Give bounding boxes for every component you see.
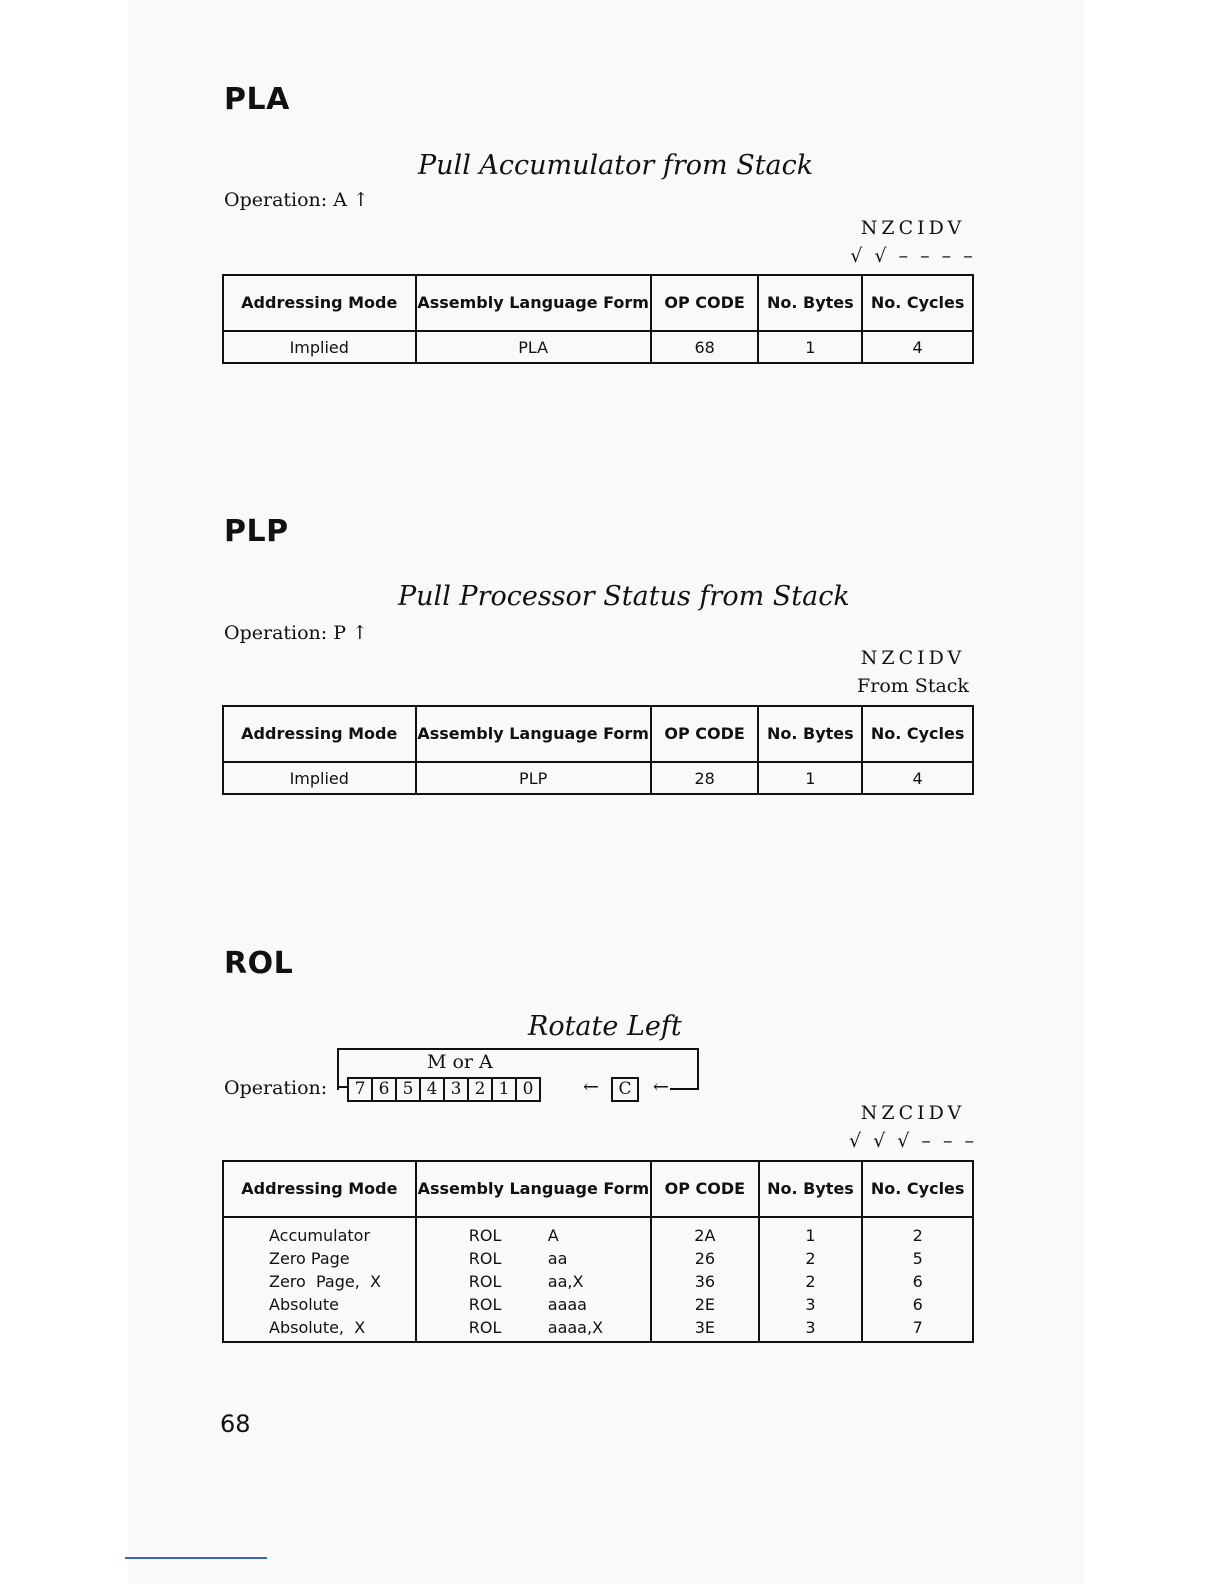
- plp-title: Pull Processor Status from Stack: [398, 581, 850, 612]
- form-operand: aaaa: [547, 1295, 587, 1314]
- bytes-item: 3: [805, 1295, 816, 1314]
- left-arrow-icon: ←: [583, 1076, 599, 1098]
- rol-flags: [838, 1099, 988, 1155]
- rol-flag-values: √ √ √ – – –: [848, 1130, 978, 1152]
- header-cycles: No. Cycles: [862, 706, 973, 762]
- pla-flag-names: NZCIDV: [860, 217, 966, 239]
- bit-cell: 6: [371, 1079, 395, 1100]
- form-operand: aaaa,X: [547, 1318, 604, 1337]
- pla-title: Pull Accumulator from Stack: [418, 150, 814, 181]
- pla-flag-values: √ √ – – – –: [850, 245, 976, 267]
- form-cell: PLP: [416, 762, 651, 794]
- rol-flag-names: NZCIDV: [860, 1102, 966, 1124]
- cycles-cell: [862, 1217, 973, 1342]
- plp-flag-names: NZCIDV: [860, 647, 966, 669]
- mode-item: Zero Page, X: [269, 1272, 381, 1291]
- rol-heading: ROL: [224, 946, 294, 981]
- rol-rotate-diagram: [335, 1046, 715, 1106]
- header-addressing-mode: Addressing Mode: [223, 706, 416, 762]
- opcode-item: 26: [694, 1249, 716, 1268]
- bytes-item: 3: [805, 1318, 816, 1337]
- plp-operation: Operation: P ↑: [224, 622, 368, 644]
- bit-cell: 1: [491, 1079, 515, 1100]
- form-item: [469, 1316, 650, 1339]
- header-assembly-form: Assembly Language Form: [416, 275, 651, 331]
- table-row: [223, 331, 973, 363]
- cycles-item: 7: [912, 1318, 923, 1337]
- header-bytes: No. Bytes: [759, 1161, 863, 1217]
- table-row: [223, 762, 973, 794]
- header-opcode: OP CODE: [651, 706, 759, 762]
- form-mnemonic: ROL: [468, 1295, 502, 1314]
- mode-item: Accumulator: [269, 1226, 371, 1245]
- header-bytes: No. Bytes: [758, 275, 862, 331]
- cycles-item: 5: [912, 1249, 923, 1268]
- rol-table-header: [223, 1161, 973, 1217]
- cycles-item: 6: [912, 1272, 923, 1291]
- bit-register: [347, 1077, 541, 1102]
- pla-operation: Operation: A ↑: [224, 189, 369, 211]
- table-row: [223, 1217, 973, 1342]
- opcode-cell: [651, 1217, 759, 1342]
- bytes-cell: 1: [758, 762, 862, 794]
- header-assembly-form: Assembly Language Form: [416, 1161, 651, 1217]
- bytes-cell: 1: [758, 331, 862, 363]
- plp-flag-values: From Stack: [857, 675, 969, 697]
- pla-table-header: [223, 275, 973, 331]
- bit-cell: 3: [443, 1079, 467, 1100]
- cycles-item: 2: [912, 1226, 923, 1245]
- header-bytes: No. Bytes: [758, 706, 862, 762]
- pla-flags: [838, 214, 988, 270]
- bottom-rule: [125, 1557, 267, 1559]
- rol-operation-label: Operation:: [224, 1077, 328, 1099]
- form-mnemonic: ROL: [468, 1249, 502, 1268]
- opcode-item: 36: [694, 1272, 716, 1291]
- cycles-item: 6: [912, 1295, 923, 1314]
- bytes-item: 2: [805, 1249, 816, 1268]
- form-operand: aa,X: [547, 1272, 584, 1291]
- carry-flag-box: C: [611, 1077, 639, 1102]
- plp-table-header: [223, 706, 973, 762]
- page-number: 68: [220, 1410, 251, 1438]
- rol-table: [222, 1160, 974, 1343]
- form-mnemonic: ROL: [468, 1226, 502, 1245]
- opcode-item: 2A: [694, 1226, 716, 1245]
- loop-tail: [670, 1088, 697, 1090]
- pla-table: [222, 274, 974, 364]
- loop-stub: [337, 1086, 347, 1088]
- mode-cell: Implied: [223, 762, 416, 794]
- bit-cell: 4: [419, 1079, 443, 1100]
- rol-title: Rotate Left: [528, 1011, 682, 1042]
- pla-heading: PLA: [224, 82, 290, 117]
- return-arrow-icon: ←: [653, 1076, 669, 1098]
- bit-cell: 0: [515, 1079, 539, 1100]
- form-item: [469, 1293, 650, 1316]
- form-cell: [416, 1217, 651, 1342]
- opcode-item: 3E: [694, 1318, 716, 1337]
- form-mnemonic: ROL: [468, 1318, 502, 1337]
- cycles-cell: 4: [862, 762, 973, 794]
- form-mnemonic: ROL: [468, 1272, 502, 1291]
- header-opcode: OP CODE: [651, 275, 759, 331]
- form-item: [469, 1247, 650, 1270]
- cycles-cell: 4: [862, 331, 973, 363]
- bytes-item: 2: [805, 1272, 816, 1291]
- header-assembly-form: Assembly Language Form: [416, 706, 651, 762]
- register-label: M or A: [427, 1051, 493, 1073]
- header-cycles: No. Cycles: [862, 275, 973, 331]
- form-operand: aa: [547, 1249, 568, 1268]
- bit-cell: 7: [354, 1079, 366, 1099]
- mode-cell: Implied: [223, 331, 416, 363]
- mode-item: Absolute, X: [269, 1318, 366, 1337]
- mode-cell: [223, 1217, 416, 1342]
- bit-cell: 5: [395, 1079, 419, 1100]
- header-opcode: OP CODE: [651, 1161, 759, 1217]
- mode-item: Absolute: [269, 1295, 339, 1314]
- form-item: [469, 1224, 650, 1247]
- header-addressing-mode: Addressing Mode: [223, 275, 416, 331]
- opcode-item: 2E: [694, 1295, 716, 1314]
- opcode-cell: 68: [651, 331, 759, 363]
- bytes-cell: [759, 1217, 863, 1342]
- header-addressing-mode: Addressing Mode: [223, 1161, 416, 1217]
- header-cycles: No. Cycles: [862, 1161, 973, 1217]
- form-item: [469, 1270, 650, 1293]
- bytes-item: 1: [805, 1226, 816, 1245]
- plp-table: [222, 705, 974, 795]
- bit-cell: 2: [467, 1079, 491, 1100]
- form-operand: A: [547, 1226, 559, 1245]
- plp-flags: [838, 644, 988, 700]
- plp-heading: PLP: [224, 514, 289, 549]
- mode-item: Zero Page: [269, 1249, 350, 1268]
- opcode-cell: 28: [651, 762, 759, 794]
- form-cell: PLA: [416, 331, 651, 363]
